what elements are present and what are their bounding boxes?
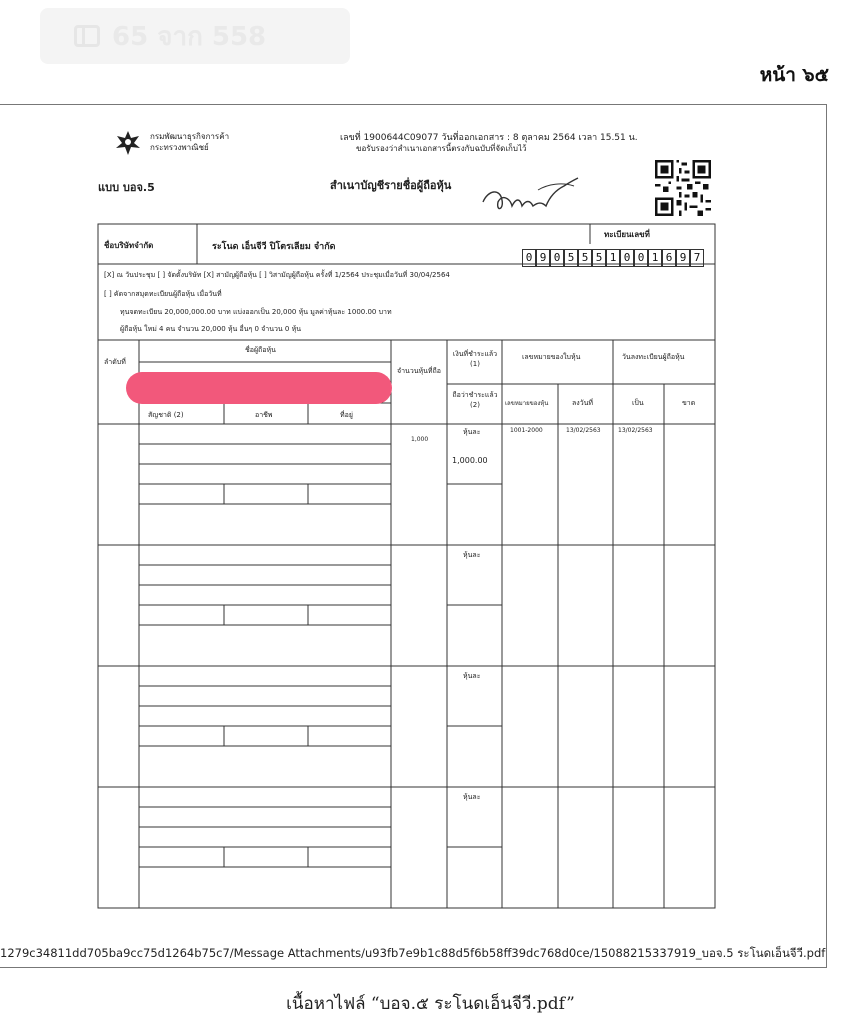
change-line: [ ] คัดจากสมุดทะเบียนผู้ถือหุ้น เมื่อวันที่ <box>104 290 222 298</box>
col-reg-holder: เป็น <box>632 399 644 407</box>
row3-per-share: หุ้นละ <box>463 672 481 680</box>
reg-digit: 7 <box>690 249 704 267</box>
reg-digit: 0 <box>620 249 634 267</box>
col-reg-date: วันลงทะเบียนผู้ถือหุ้น <box>622 353 685 361</box>
row4-per-share: หุ้นละ <box>463 793 481 801</box>
holders-line: ผู้ถือหุ้น ใหม่ 4 คน จำนวน 20,000 หุ้น อื่นๆ 0 จำนวน 0 หุ้น <box>120 325 302 333</box>
col-share-no: เลขหมายของใบหุ้น <box>522 353 581 361</box>
dept-line1: กรมพัฒนาธุรกิจการค้า <box>150 132 230 141</box>
page-indicator-text: 65 จาก 558 <box>112 21 267 52</box>
col-holder: ชื่อผู้ถือหุ้น <box>245 346 276 354</box>
col-shares: จำนวนหุ้นที่ถือ <box>397 367 441 375</box>
form-title: สำเนาบัญชีรายชื่อผู้ถือหุ้น <box>330 179 452 192</box>
col-from: เลขหมายของหุ้น <box>505 400 549 407</box>
file-path: 1279c34811dd705ba9cc75d1264b75c7/Message Attachments/u93fb7e9b1c88d5f6b58ff39dc768d0ce/15088215337919_บอจ.5 ระโนดเอ็นจีวี.pdf <box>0 946 826 960</box>
reg-digit: 1 <box>648 249 662 267</box>
row1-paid: 1,000.00 <box>452 456 488 465</box>
row1-share-range: 1001-2000 <box>510 427 543 434</box>
col-paid: เงินที่ชำระแล้ว (1) <box>452 350 498 368</box>
reg-digit: 9 <box>536 249 550 267</box>
reg-digit: 0 <box>522 249 536 267</box>
col-date-issued: ลงวันที่ <box>572 399 594 407</box>
row1-per-share: หุ้นละ <box>463 428 481 436</box>
col-no: ลำดับที่ <box>104 358 126 366</box>
col-nationality: สัญชาติ (2) <box>148 411 184 419</box>
reg-digit: 0 <box>634 249 648 267</box>
checkbox-line: [X] ณ วันประชุม [ ] จัดตั้งบริษัท [X] สามัญผู้ถือหุ้น [ ] วิสามัญผู้ถือหุ้น ครั้งที่ 1/2564 ประชุมเมื่อวันที่ 30/04/2564 <box>104 271 450 279</box>
reg-digit: 6 <box>662 249 676 267</box>
registration-label: ทะเบียนเลขที่ <box>604 230 650 239</box>
col-address: ที่อยู่ <box>340 411 353 419</box>
form-name: แบบ บอจ.5 <box>98 181 155 194</box>
cert-line2: ขอรับรองว่าสำเนาเอกสารนี้ตรงกับฉบับที่จัดเก็บไว้ <box>356 144 527 153</box>
company-label: ชื่อบริษัทจำกัด <box>104 241 154 250</box>
reg-digit: 1 <box>606 249 620 267</box>
reg-digit: 5 <box>592 249 606 267</box>
company-name: ระโนด เอ็นจีวี ปิโตรเลียม จำกัด <box>212 242 336 252</box>
reg-digit: 5 <box>564 249 578 267</box>
reg-digit: 0 <box>550 249 564 267</box>
row1-date: 13/02/2563 <box>566 427 601 434</box>
reg-digit: 5 <box>578 249 592 267</box>
cert-line1: เลขที่ 1900644C09077 วันที่ออกเอกสาร : 8 ตุลาคม 2564 เวลา 15.51 น. <box>340 133 638 143</box>
col-occupation: อาชีพ <box>255 411 273 419</box>
col-paid2: ถือว่าชำระแล้ว (2) <box>452 391 498 409</box>
capital-line: ทุนจดทะเบียน 20,000,000.00 บาท แบ่งออกเป็น 20,000 หุ้น มูลค่าหุ้นละ 1000.00 บาท <box>120 308 392 316</box>
file-caption: เนื้อหาไฟล์ “บอจ.๕ ระโนดเอ็นจีวี.pdf” <box>286 994 575 1014</box>
row2-per-share: หุ้นละ <box>463 551 481 559</box>
row1-reg: 13/02/2563 <box>618 427 653 434</box>
page-label: หน้า ๖๕ <box>759 64 829 86</box>
redaction-mark <box>126 372 392 404</box>
reg-digit: 9 <box>676 249 690 267</box>
col-reg-end: ขาด <box>682 399 696 407</box>
row1-shares: 1,000 <box>411 436 429 443</box>
dept-line2: กระทรวงพาณิชย์ <box>150 143 209 152</box>
